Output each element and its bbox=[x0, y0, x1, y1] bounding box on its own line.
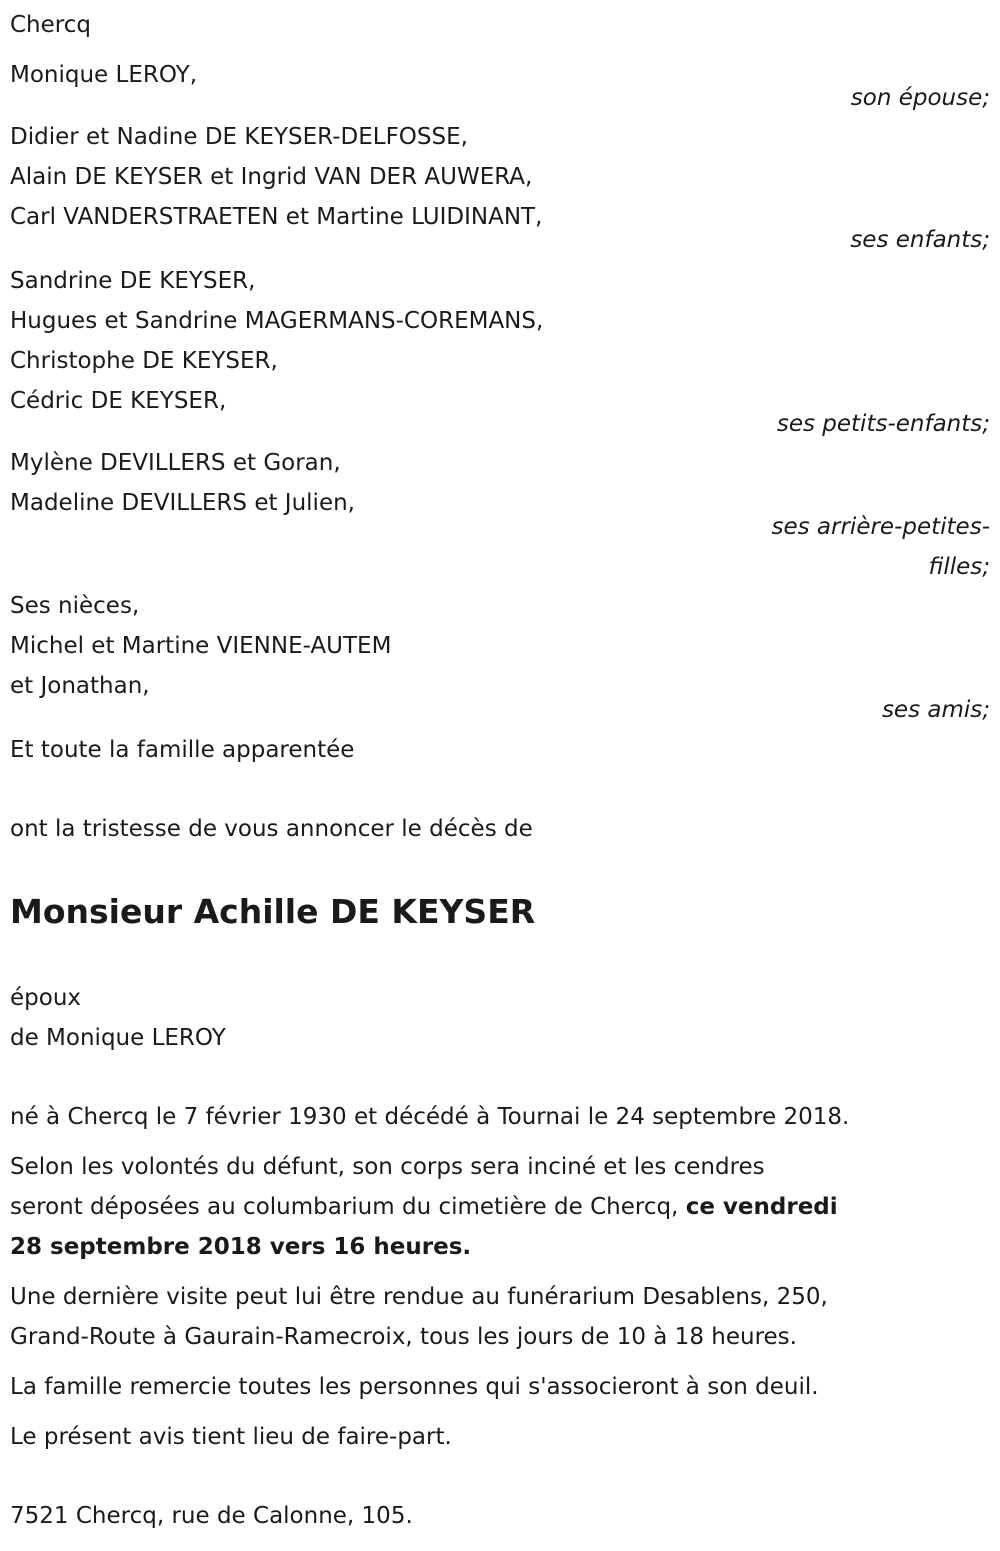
friend-name: et Jonathan, bbox=[10, 673, 150, 699]
grandchild-name: Cédric DE KEYSER, bbox=[10, 388, 227, 414]
deceased-name: Monsieur Achille DE KEYSER bbox=[10, 892, 536, 931]
great-grandchild-name: Madeline DEVILLERS et Julien, bbox=[10, 490, 355, 516]
location: Chercq bbox=[10, 12, 91, 38]
spouse-of: époux bbox=[10, 985, 82, 1011]
grandchild-name: Sandrine DE KEYSER, bbox=[10, 268, 256, 294]
child-name: Alain DE KEYSER et Ingrid VAN DER AUWERA, bbox=[10, 164, 533, 190]
spouse-of: de Monique LEROY bbox=[10, 1025, 226, 1051]
ceremony-line: Selon les volontés du défunt, son corps sera inciné et les cendres bbox=[10, 1154, 765, 1180]
ceremony-date: ce vendredi bbox=[685, 1194, 838, 1220]
child-name: Carl VANDERSTRAETEN et Martine LUIDINANT, bbox=[10, 204, 543, 230]
announcement: ont la tristesse de vous annoncer le décès de bbox=[10, 816, 533, 842]
relation-label: ses enfants; bbox=[850, 227, 990, 253]
relation-label: filles; bbox=[928, 554, 990, 580]
relation-label: ses arrière-petites- bbox=[771, 514, 990, 540]
family-line: Et toute la famille apparentée bbox=[10, 737, 355, 763]
great-grandchild-name: Mylène DEVILLERS et Goran, bbox=[10, 450, 341, 476]
relation-label: ses amis; bbox=[881, 697, 990, 723]
relation-label: son épouse; bbox=[850, 85, 990, 111]
visit-line: Une dernière visite peut lui être rendue au funérarium Desablens, 250, bbox=[10, 1284, 828, 1310]
notice-line: Le présent avis tient lieu de faire-part. bbox=[10, 1424, 452, 1450]
grandchild-name: Christophe DE KEYSER, bbox=[10, 348, 278, 374]
visit-line: Grand-Route à Gaurain-Ramecroix, tous les jours de 10 à 18 heures. bbox=[10, 1324, 797, 1350]
grandchild-name: Hugues et Sandrine MAGERMANS-COREMANS, bbox=[10, 308, 544, 334]
friend-name: Ses nièces, bbox=[10, 593, 140, 619]
spouse-name: Monique LEROY, bbox=[10, 62, 198, 88]
ceremony-line bbox=[10, 1187, 838, 1227]
thanks-line: La famille remercie toutes les personnes qui s'associeront à son deuil. bbox=[10, 1374, 819, 1400]
ceremony-date: 28 septembre 2018 vers 16 heures. bbox=[10, 1234, 472, 1260]
friend-name: Michel et Martine VIENNE-AUTEM bbox=[10, 633, 392, 659]
child-name: Didier et Nadine DE KEYSER-DELFOSSE, bbox=[10, 124, 468, 150]
address: 7521 Chercq, rue de Calonne, 105. bbox=[10, 1503, 413, 1529]
relation-label: ses petits-enfants; bbox=[776, 411, 990, 437]
birth-death: né à Chercq le 7 février 1930 et décédé à Tournai le 24 septembre 2018. bbox=[10, 1104, 850, 1130]
ceremony-text: seront déposées au columbarium du cimetière de Chercq, bbox=[10, 1194, 686, 1220]
